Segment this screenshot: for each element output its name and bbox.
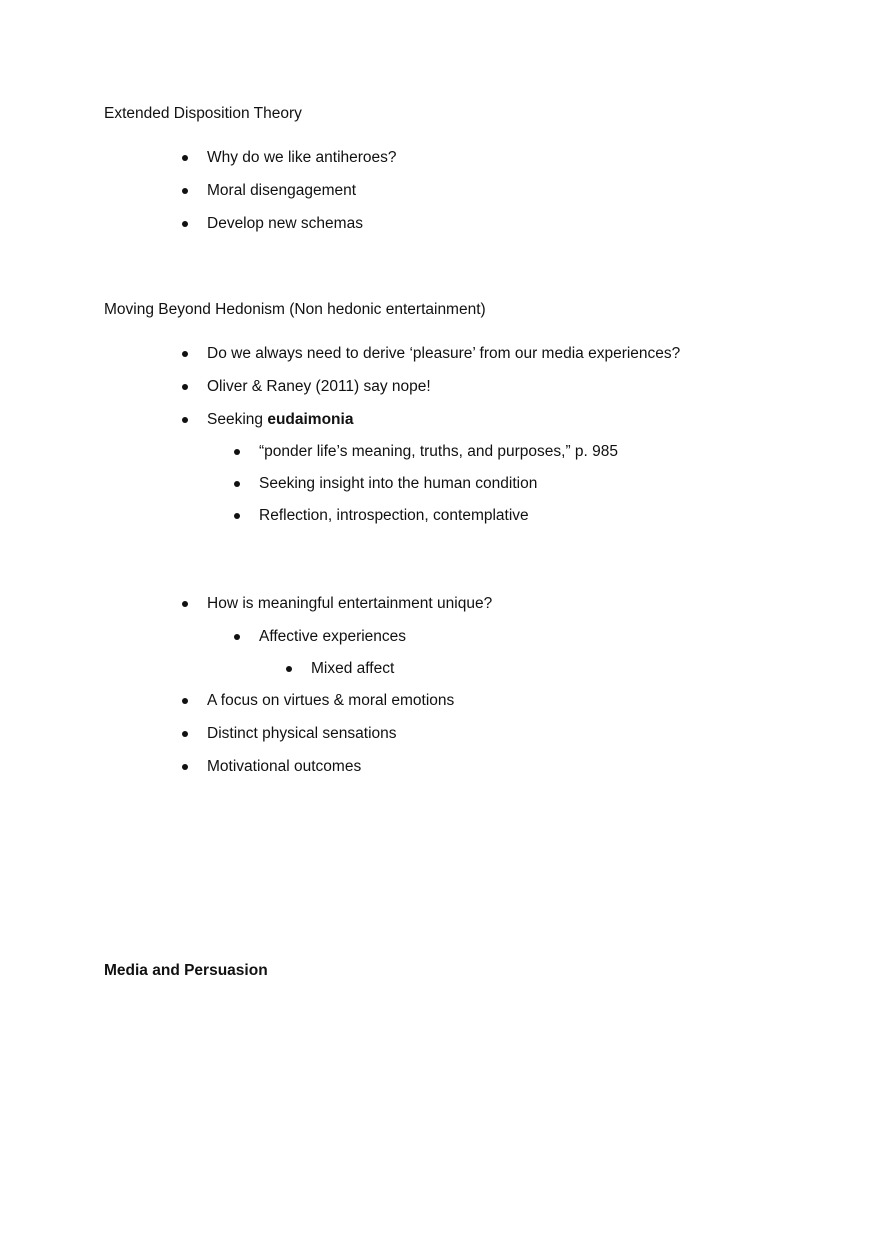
bullet-icon [182,417,188,423]
seeking-prefix: Seeking [207,411,268,428]
sub-list-item: Affective experiences [259,628,407,645]
section-heading-media-and-persuasion: Media and Persuasion [104,962,268,979]
list-item: A focus on virtues & moral emotions [207,692,455,709]
bullet-icon [234,513,240,519]
sub-list-item: “ponder life’s meaning, truths, and purposes,” p. 985 [259,443,619,460]
list-item: Motivational outcomes [207,758,362,775]
bullet-icon [182,384,188,390]
bullet-icon [182,221,188,227]
list-item: Oliver & Raney (2011) say nope! [207,378,431,395]
eudaimonia-term: eudaimonia [267,411,354,428]
bullet-icon [234,481,240,487]
list-item: Develop new schemas [207,215,363,232]
sub-list-item: Reflection, introspection, contemplative [259,507,529,524]
bullet-icon [182,601,188,607]
bullet-icon [182,731,188,737]
list-item: How is meaningful entertainment unique? [207,595,493,612]
bullet-icon [182,698,188,704]
list-item: Distinct physical sensations [207,725,397,742]
list-item: Do we always need to derive ‘pleasure’ from our media experiences? [207,345,681,362]
bullet-icon [234,449,240,455]
list-item: Why do we like antiheroes? [207,149,397,166]
list-item-seeking-eudaimonia [207,410,353,430]
sub-sub-list-item: Mixed affect [311,660,395,677]
bullet-icon [182,764,188,770]
bullet-icon [182,188,188,194]
list-item: Moral disengagement [207,182,357,199]
bullet-icon [182,351,188,357]
sub-list-item: Seeking insight into the human condition [259,475,538,492]
section-heading-extended-disposition: Extended Disposition Theory [104,105,302,122]
section-heading-moving-beyond-hedonism: Moving Beyond Hedonism (Non hedonic entertainment) [104,301,486,318]
bullet-icon [234,634,240,640]
bullet-icon [182,155,188,161]
bullet-icon [286,666,292,672]
